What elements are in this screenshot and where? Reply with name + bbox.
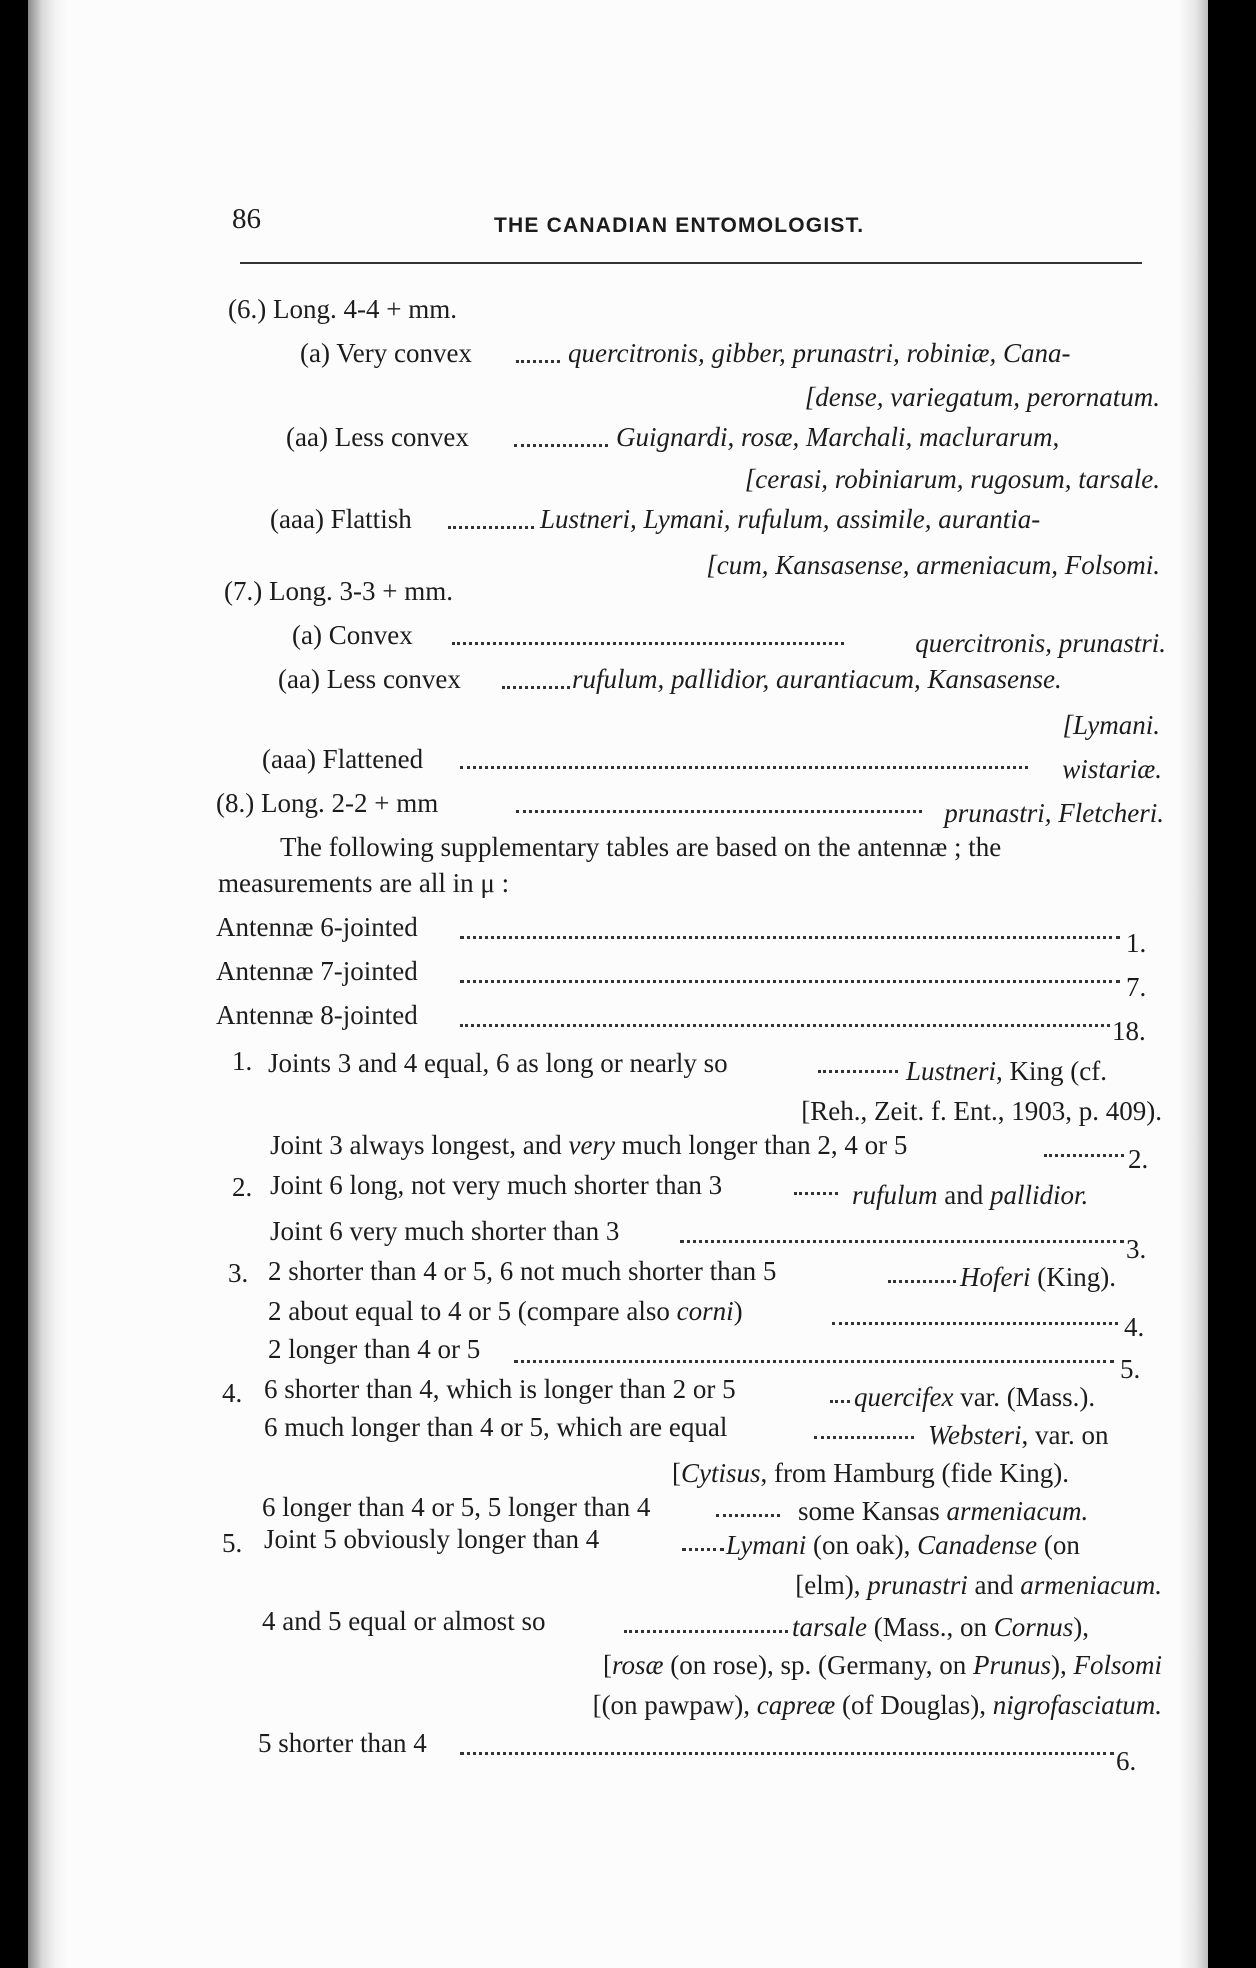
key2-num: 2. (232, 1172, 253, 1202)
antennae-8-label: Antennæ 8-jointed (216, 1000, 418, 1030)
leader-dots (716, 1504, 780, 1517)
key5-c-3: ), (1050, 1650, 1074, 1680)
leader-dots (794, 1182, 838, 1195)
key5-a-cont-name2: armeniacum. (1020, 1570, 1162, 1600)
key1-b-text-2: much longer than 2, 4 or 5 (621, 1130, 908, 1160)
key5-b-name: tarsale (792, 1612, 868, 1642)
key2-a-name2: pallidior. (990, 1180, 1089, 1210)
key3-b-ref: 4. (1124, 1312, 1145, 1342)
key1-b-ref: 2. (1128, 1144, 1149, 1174)
key3-b-text-1: 2 about equal to 4 or 5 (compare also (268, 1296, 670, 1326)
sec8-head: (8.) Long. 2-2 + mm (216, 788, 439, 818)
key5-a-text: Joint 5 obviously longer than 4 (264, 1524, 600, 1554)
antennae-7-ref: 7. (1126, 972, 1147, 1002)
sec6-head: (6.) Long. 4-4 + mm. (228, 294, 457, 324)
key5-d-name1: capreæ (756, 1690, 836, 1720)
sec6-aa-label: (aa) Less convex (286, 422, 469, 452)
leader-dots (514, 1350, 1114, 1363)
sec6-a-label: (a) Very convex (300, 338, 472, 368)
key4-b-cont-name: Cytisus (681, 1458, 761, 1488)
leader-dots (460, 756, 1028, 769)
key5-b-mid: (Mass., on (867, 1612, 994, 1642)
key3-c-ref: 5. (1120, 1354, 1141, 1384)
leader-dots (814, 1426, 914, 1439)
sec6-aaa-cont: [cum, Kansasense, armeniacum, Folsomi. (706, 550, 1160, 580)
key5-e-text: 5 shorter than 4 (258, 1728, 427, 1758)
leader-dots (460, 970, 1120, 983)
leader-dots (516, 800, 922, 813)
key4-b-name: Websteri (928, 1420, 1022, 1450)
key5-d-2: (of Douglas), (835, 1690, 993, 1720)
key1-a-auth: , King (cf. (996, 1056, 1107, 1086)
key5-num: 5. (222, 1528, 243, 1558)
key2-a-and: and (937, 1180, 990, 1210)
key5-b-text: 4 and 5 equal or almost so (262, 1606, 546, 1636)
key5-e-ref: 6. (1116, 1746, 1137, 1776)
sec6-aa-cont: [cerasi, robiniarum, rugosum, tarsale. (744, 464, 1160, 494)
sec7-aa-label: (aa) Less convex (278, 664, 461, 694)
key5-b-name2: Cornus (993, 1612, 1074, 1642)
running-title: THE CANADIAN ENTOMOLOGIST. (494, 214, 865, 237)
key5-b-end: ), (1073, 1612, 1090, 1642)
page-edge (1178, 0, 1208, 1968)
binding-gutter (28, 0, 68, 1968)
sec6-aa-names: Guignardi, rosæ, Marchali, maclurarum, (616, 422, 1060, 452)
leader-dots (832, 1312, 1118, 1325)
key4-num: 4. (222, 1378, 243, 1408)
intro-line-2: measurements are all in μ : (218, 868, 510, 898)
key4-b-cont-1: [ (672, 1458, 681, 1488)
key5-a-end: (on (1037, 1530, 1080, 1560)
sec7-aa-cont: [Lymani. (1062, 710, 1160, 740)
key1-num: 1. (232, 1046, 253, 1076)
leader-dots (830, 1390, 850, 1403)
key3-c-text: 2 longer than 4 or 5 (268, 1334, 481, 1364)
leader-dots (514, 434, 608, 447)
sec7-aa-names: rufulum, pallidior, aurantiacum, Kansasense. (572, 664, 1062, 694)
key1-a-text: Joints 3 and 4 equal, 6 as long or nearly so (268, 1048, 728, 1078)
intro-line-1: The following supplementary tables are based on the antennæ ; the (280, 832, 1002, 862)
key4-b-cont-2: , from Hamburg (fide King). (760, 1458, 1069, 1488)
leader-dots (516, 350, 560, 363)
key2-a-text: Joint 6 long, not very much shorter than 3 (270, 1170, 723, 1200)
sec8-names: prunastri, Fletcheri. (944, 798, 1164, 828)
key3-a-auth: (King). (1030, 1262, 1116, 1292)
key5-a-cont-and: and (967, 1570, 1021, 1600)
key5-a-cont-name1: prunastri (867, 1570, 968, 1600)
key4-a-auth: var. (Mass.). (953, 1382, 1096, 1412)
antennae-6-ref: 1. (1126, 928, 1147, 958)
key1-b-very: very (568, 1130, 615, 1160)
leader-dots (502, 676, 570, 689)
leader-dots (460, 1742, 1114, 1755)
key2-a-name1: rufulum (852, 1180, 938, 1210)
antennae-8-ref: 18. (1112, 1016, 1146, 1046)
header-rule (240, 262, 1142, 264)
leader-dots (460, 926, 1120, 939)
sec6-a-names: quercitronis, gibber, prunastri, robiniæ, Cana- (568, 338, 1071, 368)
key5-d-name2: nigrofasciatum. (992, 1690, 1162, 1720)
key2-b-text: Joint 6 very much shorter than 3 (270, 1216, 620, 1246)
key5-c-1: [ (603, 1650, 613, 1680)
sec6-aaa-names: Lustneri, Lymani, rufulum, assimile, aurantia- (540, 504, 1041, 534)
key4-b-auth: , var. on (1021, 1420, 1109, 1450)
page-number: 86 (232, 203, 261, 235)
leader-dots (448, 516, 534, 529)
antennae-7-label: Antennæ 7-jointed (216, 956, 418, 986)
key1-a-name: Lustneri (906, 1056, 997, 1086)
key5-c-name3: Folsomi (1073, 1650, 1162, 1680)
leader-dots (680, 1230, 1124, 1243)
key5-c-name1: rosæ (612, 1650, 664, 1680)
sec6-a-cont: [dense, variegatum, perornatum. (804, 382, 1160, 412)
key3-b-text-2: ) (733, 1296, 743, 1326)
key3-num: 3. (228, 1258, 249, 1288)
key3-a-text: 2 shorter than 4 or 5, 6 not much shorter than 5 (268, 1256, 777, 1286)
key5-c-2: (on rose), sp. (Germany, on (663, 1650, 973, 1680)
key4-a-text: 6 shorter than 4, which is longer than 2 or 5 (264, 1374, 736, 1404)
key4-c-name: armeniacum. (946, 1496, 1089, 1526)
leader-dots (1044, 1144, 1124, 1157)
key3-a-name: Hoferi (960, 1262, 1031, 1292)
key1-b-text-1: Joint 3 always longest, and (270, 1130, 562, 1160)
leader-dots (460, 1014, 1110, 1027)
key4-b-text: 6 much longer than 4 or 5, which are equal (264, 1412, 728, 1442)
leader-dots (624, 1620, 788, 1633)
sec6-aaa-label: (aaa) Flattish (270, 504, 412, 534)
key5-a-mid: (on oak), (806, 1530, 918, 1560)
antennae-6-label: Antennæ 6-jointed (216, 912, 418, 942)
sec7-aaa-names: wistariæ. (1062, 754, 1162, 784)
sec7-a-names: quercitronis, prunastri. (915, 628, 1166, 658)
sec7-a-label: (a) Convex (292, 620, 413, 650)
leader-dots (888, 1270, 956, 1283)
key5-d-1: [(on pawpaw), (592, 1690, 757, 1720)
key3-b-name: corni (676, 1296, 734, 1326)
key5-a-name2: Canadense (917, 1530, 1038, 1560)
key4-a-name: quercifex (854, 1382, 954, 1412)
key1-a-cont: [Reh., Zeit. f. Ent., 1903, p. 409). (801, 1096, 1162, 1126)
key4-c-text: 6 longer than 4 or 5, 5 longer than 4 (262, 1492, 651, 1522)
leader-dots (452, 632, 844, 645)
sec7-aaa-label: (aaa) Flattened (262, 744, 424, 774)
key2-b-ref: 3. (1126, 1234, 1147, 1264)
leader-dots (818, 1060, 898, 1073)
sec7-head: (7.) Long. 3-3 + mm. (224, 576, 453, 606)
key5-a-cont-1: [elm), (795, 1570, 868, 1600)
leader-dots (682, 1538, 724, 1551)
key4-c-some: some Kansas (798, 1496, 940, 1526)
key5-a-name1: Lymani (726, 1530, 807, 1560)
key5-c-name2: Prunus (972, 1650, 1051, 1680)
